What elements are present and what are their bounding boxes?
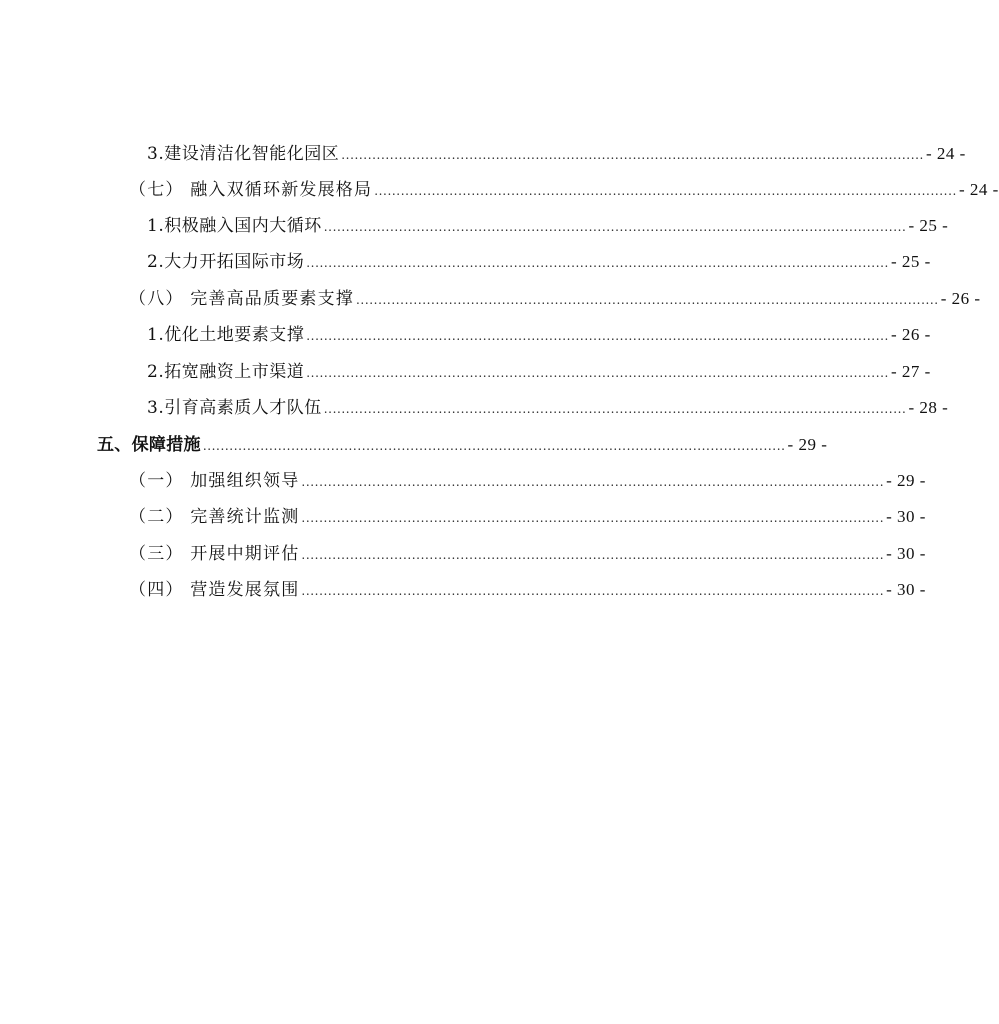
toc-leader-dots: .................................................................................................................................... <box>306 256 889 270</box>
toc-leader-dots: .................................................................................................................................... <box>301 511 885 525</box>
toc-leader-dots: .................................................................................................................................... <box>356 293 939 307</box>
toc-entry[interactable] <box>129 573 926 601</box>
toc-page-number: - 30 - <box>886 507 926 526</box>
toc-leader-dots: .................................................................................................................................... <box>323 220 907 234</box>
toc-leader-dots: .................................................................................................................................... <box>374 184 957 198</box>
toc-leader-dots: .................................................................................................................................... <box>202 439 786 453</box>
toc-entry[interactable] <box>147 137 966 165</box>
toc-leader-dots: .................................................................................................................................... <box>301 548 885 562</box>
toc-page-number: - 30 - <box>886 544 926 563</box>
toc-entry-label: （一） 加强组织领导 <box>129 471 300 491</box>
toc-entry-label: （七） 融入双循环新发展格局 <box>129 180 373 200</box>
toc-entry-label: （八） 完善高品质要素支撑 <box>129 289 355 309</box>
toc-entry-label: 3.建设清洁化智能化园区 <box>147 144 340 164</box>
toc-leader-dots: .................................................................................................................................... <box>323 402 907 416</box>
toc-leader-dots: .................................................................................................................................... <box>306 366 889 380</box>
toc-entry-label: 2.大力开拓国际市场 <box>147 252 305 272</box>
toc-entry[interactable] <box>147 318 931 346</box>
toc-entry[interactable] <box>147 209 949 237</box>
toc-entry[interactable] <box>129 173 999 201</box>
toc-page-number: - 26 - <box>940 289 981 308</box>
toc-page-number: - 26 - <box>890 325 931 344</box>
toc-entry-label: （二） 完善统计监测 <box>129 507 300 527</box>
toc-page-number: - 24 - <box>958 180 999 199</box>
toc-leader-dots: .................................................................................................................................... <box>301 475 885 489</box>
toc-entry-label: （三） 开展中期评估 <box>129 544 300 564</box>
toc-entry-label: 3.引育高素质人才队伍 <box>147 398 322 418</box>
toc-page-number: - 29 - <box>886 471 926 490</box>
toc-page-number: - 28 - <box>908 398 949 417</box>
toc-entry-label: 1.积极融入国内大循环 <box>147 216 322 236</box>
toc-entry[interactable] <box>147 391 949 419</box>
toc-page-number: - 24 - <box>925 144 966 163</box>
toc-entry[interactable] <box>147 355 931 383</box>
toc-entry-label: 五、保障措施 <box>97 435 201 455</box>
toc-entry-label: 2.拓宽融资上市渠道 <box>147 362 305 382</box>
toc-entry[interactable] <box>129 464 926 492</box>
toc-entry[interactable] <box>129 537 926 565</box>
toc-entry[interactable] <box>97 428 828 456</box>
toc-entry-label: 1.优化土地要素支撑 <box>147 325 305 345</box>
toc-page-number: - 30 - <box>886 580 926 599</box>
toc-page-number: - 29 - <box>787 435 828 454</box>
toc-page-number: - 25 - <box>890 252 931 271</box>
toc-entry-label: （四） 营造发展氛围 <box>129 580 300 600</box>
toc-leader-dots: .................................................................................................................................... <box>306 329 889 343</box>
toc-leader-dots: .................................................................................................................................... <box>301 584 885 598</box>
toc-entry[interactable] <box>147 245 931 273</box>
toc-entry[interactable] <box>129 500 926 528</box>
toc-entry[interactable] <box>129 282 981 310</box>
toc-page-number: - 25 - <box>908 216 949 235</box>
toc-page-number: - 27 - <box>890 362 931 381</box>
toc-leader-dots: .................................................................................................................................... <box>341 148 924 162</box>
